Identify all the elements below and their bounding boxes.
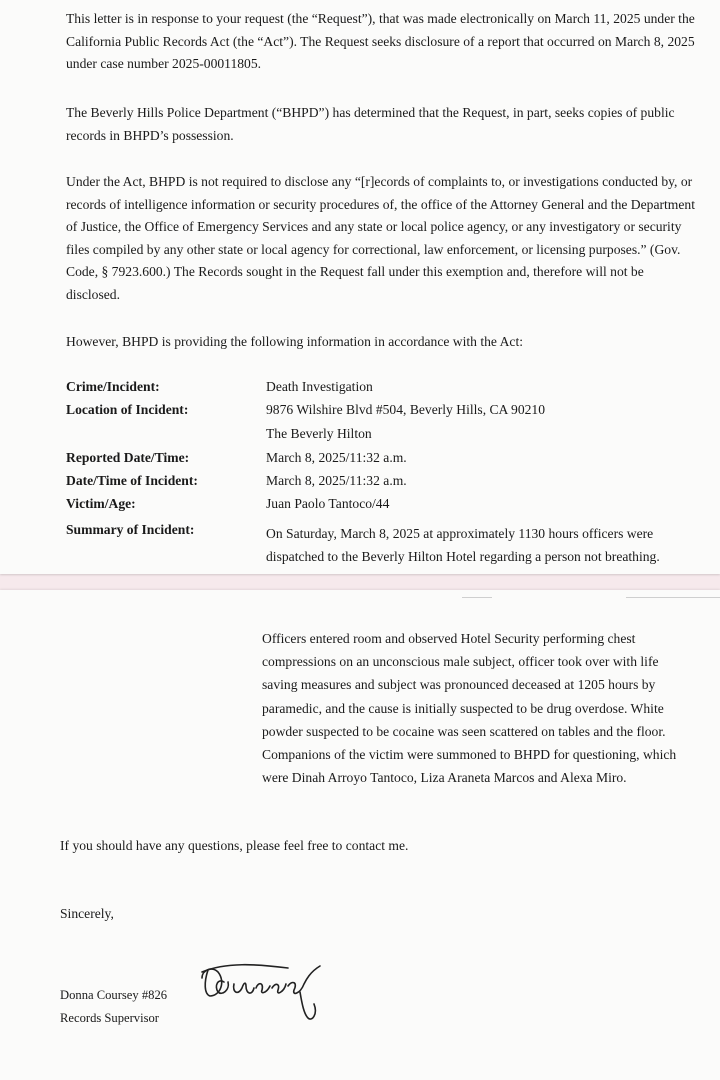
summary-cont-line: Companions of the victim were summoned to BHPD for questioning, which bbox=[262, 747, 677, 763]
reported-row bbox=[66, 450, 720, 473]
however-paragraph: However, BHPD is providing the following information in accordance with the Act: bbox=[66, 334, 524, 349]
summary-line: dispatched to the Beverly Hilton Hotel regarding a person not breathing. bbox=[266, 549, 660, 564]
signer-name: Donna Coursey #826 bbox=[60, 988, 168, 1002]
victim-row bbox=[66, 496, 720, 519]
determination-paragraph: The Beverly Hills Police Department (“BHPD”) has determined that the Request, in part, seeks copies of public records in BHPD’s possession. bbox=[66, 105, 675, 143]
summary-cont-line: Officers entered room and observed Hotel Security performing chest bbox=[262, 631, 636, 646]
location-value: 9876 Wilshire Blvd #504, Beverly Hills, CA 90210 bbox=[266, 402, 546, 417]
incident-datetime-value: March 8, 2025/11:32 a.m. bbox=[266, 473, 407, 488]
sincerely-line: Sincerely, bbox=[60, 906, 114, 921]
location-venue: The Beverly Hilton bbox=[266, 426, 372, 441]
reported-label: Reported Date/Time: bbox=[66, 450, 190, 465]
signature-block bbox=[60, 984, 167, 1030]
summary-cont-line: powder suspected to be cocaine was seen scattered on tables and the floor. bbox=[262, 723, 666, 739]
crime-label: Crime/Incident: bbox=[66, 379, 160, 394]
signer-title: Records Supervisor bbox=[60, 1011, 159, 1025]
location-row bbox=[66, 402, 720, 425]
torn-edge-mark bbox=[626, 597, 720, 598]
victim-value: Juan Paolo Tantoco/44 bbox=[266, 496, 390, 511]
summary-cont-line: compressions on an unconscious male subject, officer took over with life bbox=[262, 654, 659, 670]
location-label: Location of Incident: bbox=[66, 402, 189, 417]
letter-page-2 bbox=[0, 590, 720, 1080]
summary-value bbox=[266, 522, 720, 568]
reported-value: March 8, 2025/11:32 a.m. bbox=[266, 450, 407, 465]
victim-label: Victim/Age: bbox=[66, 496, 136, 511]
handwritten-signature bbox=[196, 952, 336, 1024]
exemption-paragraph: Under the Act, BHPD is not required to disclose any “[r]ecords of complaints to, or investigations conducted by, or records of intelligence information or security procedures of, the office of the Attorney General and the Department of Justice, the Office of Emergency Services and any state or local police agency, or any investigatory or security files compiled by any other state or local agency for correctional, law enforcement, or licensing purposes.” (Gov. Code, § 7923.600.) The Records sought in the Request fall under this exemption and, therefore will not be disclosed. bbox=[66, 174, 695, 302]
crime-row bbox=[66, 379, 720, 402]
request-paragraph: This letter is in response to your request (the “Request”), that was made electronically on March 11, 2025 under the California Public Records Act (the “Act”). The Request seeks disclosure of a report that occurred on March 8, 2025 under case number 2025-00011805. bbox=[66, 11, 695, 72]
location-row-2 bbox=[66, 426, 720, 449]
incident-datetime-label: Date/Time of Incident: bbox=[66, 473, 198, 488]
summary-line: On Saturday, March 8, 2025 at approximately 1130 hours officers were bbox=[266, 526, 654, 541]
summary-continuation bbox=[262, 627, 720, 789]
torn-edge-mark bbox=[462, 597, 492, 598]
crime-value: Death Investigation bbox=[266, 379, 373, 394]
summary-cont-line: saving measures and subject was pronounced deceased at 1205 hours by bbox=[262, 677, 656, 693]
questions-line: If you should have any questions, please feel free to contact me. bbox=[60, 838, 409, 853]
summary-cont-line: were Dinah Arroyo Tantoco, Liza Araneta Marcos and Alexa Miro. bbox=[262, 770, 627, 786]
summary-cont-line: paramedic, and the cause is initially suspected to be drug overdose. White bbox=[262, 700, 664, 716]
incident-datetime-row bbox=[66, 473, 720, 496]
summary-label: Summary of Incident: bbox=[66, 522, 195, 537]
